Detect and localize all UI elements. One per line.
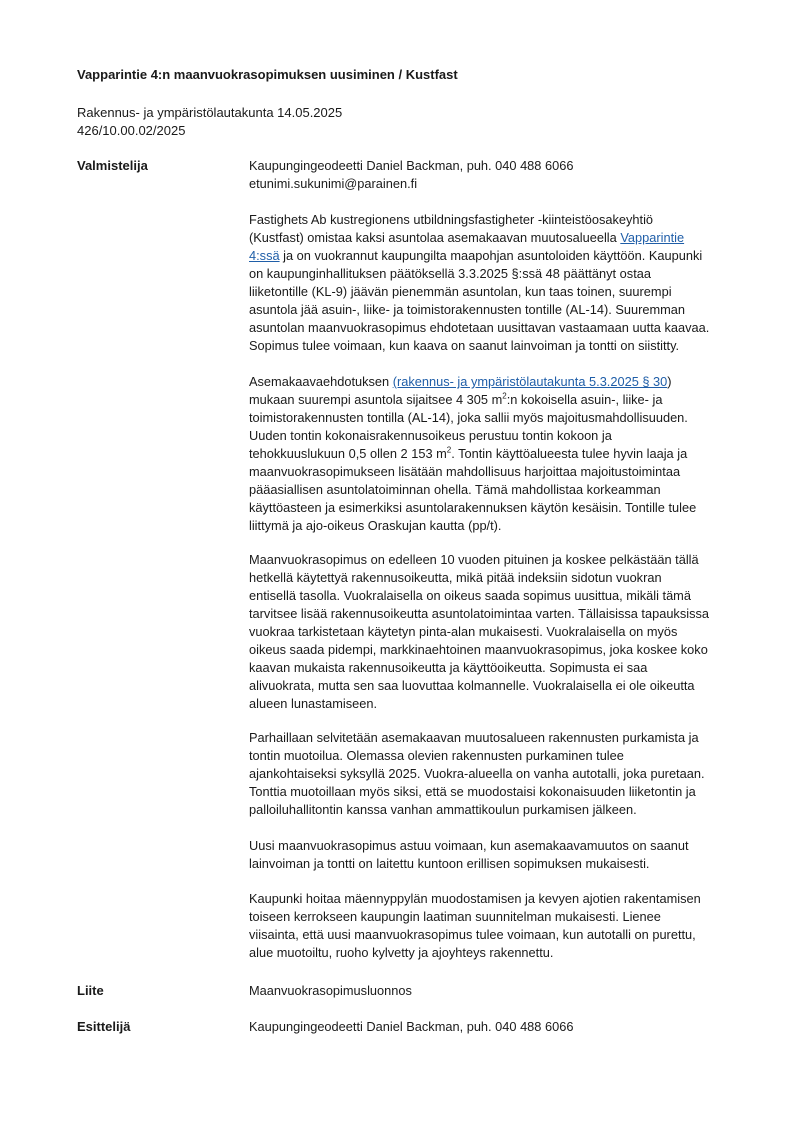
text-line: on kaupunginhallituksen päätöksellä 3.3.2025 §:ssä 48 päättänyt ostaa bbox=[249, 266, 651, 281]
text-line: Tonttia muotoillaan myös siksi, että se muodostaisi kokonaisuuden liiketontin ja bbox=[249, 784, 696, 799]
text-line bbox=[249, 247, 741, 265]
paragraph-demolition bbox=[249, 729, 741, 819]
preparer-label: Valmistelija bbox=[77, 158, 148, 173]
text-line: pääasiallisen asuntolatoiminnan ohella. Tämä mahdollistaa korkeamman bbox=[249, 482, 661, 497]
text-line: tarvitsee lisää rakennusoikeutta asuntolatoimintaa varten. Tällaisissa tapauksissa bbox=[249, 606, 709, 621]
paragraph-city-works bbox=[249, 890, 741, 962]
text-line: toiseen kerrokseen kaupungin laatiman suunnitelman mukaisesti. Lienee bbox=[249, 909, 661, 924]
preparer-name: Kaupungingeodeetti Daniel Backman, puh. 040 488 6066 bbox=[249, 158, 574, 173]
presenter-value bbox=[249, 1018, 741, 1036]
attachment-text: Maanvuokrasopimusluonnos bbox=[249, 983, 412, 998]
text-line: Uusi maanvuokrasopimus astuu voimaan, kun asemakaavamuutos on saanut bbox=[249, 838, 689, 853]
text-line: asuntola jää asuin-, liike- ja toimistorakennusten tontille (AL-14). Suuremman bbox=[249, 302, 686, 317]
text-line bbox=[249, 391, 741, 409]
text-line bbox=[249, 229, 741, 247]
text-line: Uuden tontin kokonaisrakennusoikeus perustuu tontin kokoon ja bbox=[249, 428, 612, 443]
presenter-label: Esittelijä bbox=[77, 1019, 131, 1034]
text-line: liittymä ja ajo-oikeus Oraskujan kautta (pp/t). bbox=[249, 518, 502, 533]
text-line: maanvuokrasopimukseen lisätään mahdollisuus harjoittaa majoitustoimintaa bbox=[249, 464, 681, 479]
text-line: toimistorakennusten tontilla (AL-14), joka sallii myös majoitusmahdollisuuden. bbox=[249, 410, 688, 425]
text-line: Fastighets Ab kustregionens utbildningsfastigheter -kiinteistöosakeyhtiö bbox=[249, 212, 654, 227]
reference-number: 426/10.00.02/2025 bbox=[77, 123, 186, 138]
preparer-email: etunimi.sukunimi@parainen.fi bbox=[249, 176, 418, 191]
text-line: liiketontille (KL-9) jäävän pienemmän asuntolan, kun taas toinen, suurempi bbox=[249, 284, 672, 299]
text-span: Asemakaavaehdotuksen bbox=[249, 374, 393, 389]
text-line: vuokraa tarkistetaan käytetyn pinta-alan mukaisesti. Vuokralaisella on myös bbox=[249, 624, 678, 639]
text-line: hetkellä käytettyä rakennusoikeutta, mikä pitää indeksiin sidotun vuokran bbox=[249, 570, 662, 585]
text-span: . Tontin käyttöalueesta tulee hyvin laaja ja bbox=[451, 446, 688, 461]
link-vapparintie-cont[interactable]: 4:ssä bbox=[249, 248, 280, 263]
paragraph-zoning bbox=[249, 373, 741, 535]
text-line: alue muotoiltu, ruoho kylvetty ja ajoyhteys rakennettu. bbox=[249, 945, 554, 960]
text-line: Maanvuokrasopimus on edelleen 10 vuoden pituinen ja koskee pelkästään tällä bbox=[249, 552, 699, 567]
paragraph-effective bbox=[249, 837, 741, 873]
text-line: Kaupunki hoitaa mäennyppylän muodostamisen ja kevyen ajotien rakentamisen bbox=[249, 891, 701, 906]
text-line: palloiluhallitontin kanssa vanhan ammattikoulun purkamisen jälkeen. bbox=[249, 802, 637, 817]
text-line: ajankohtaiseksi syksyllä 2025. Vuokra-alueella on vanha autotalli, joka puretaan. bbox=[249, 766, 705, 781]
paragraph-ownership bbox=[249, 211, 741, 355]
text-span: ja on vuokrannut kaupungilta maapohjan asuntoloiden käyttöön. Kaupunki bbox=[279, 248, 703, 263]
document-title: Vapparintie 4:n maanvuokrasopimuksen uusiminen / Kustfast bbox=[77, 67, 458, 82]
paragraph-lease-terms bbox=[249, 551, 741, 713]
document-meta bbox=[77, 104, 342, 140]
text-line: käyttöasteen ja esimerkiksi asuntolarakennuksen käytön kesäisin. Tontille tulee bbox=[249, 500, 697, 515]
text-line: oikeus saada pidempi, markkinaehtoinen maanvuokrasopimus, joka koskee koko bbox=[249, 642, 708, 657]
text-span: ) bbox=[667, 374, 672, 389]
text-line: tontin muotoilua. Olemassa olevien rakennusten purkaminen tulee bbox=[249, 748, 624, 763]
text-line bbox=[249, 373, 741, 391]
attachment-value bbox=[249, 982, 741, 1000]
text-line: alueen lunastamiseen. bbox=[249, 696, 378, 711]
text-line: viisainta, että uusi maanvuokrasopimus tulee voimaan, kun autotalli on purettu, bbox=[249, 927, 696, 942]
text-line: entisellä tasolla. Vuokralaisella on oikeus saada sopimus uusittua, mikäli tämä bbox=[249, 588, 691, 603]
text-line: asuntolan maanvuokrasopimus ehdotetaan uusittavan vastaamaan uutta kaavaa. bbox=[249, 320, 710, 335]
text-line: alivuokrata, mutta sen saa luovuttaa kolmannelle. Vuokralaisella ei ole oikeutta bbox=[249, 678, 695, 693]
link-vapparintie[interactable]: Vapparintie bbox=[620, 230, 685, 245]
text-line: Parhaillaan selvitetään asemakaavan muutosalueen rakennusten purkamista ja bbox=[249, 730, 699, 745]
link-board-decision[interactable]: (rakennus- ja ympäristölautakunta 5.3.2025 § 30 bbox=[392, 374, 668, 389]
text-line: Sopimus tulee voimaan, kun kaava on saanut lainvoiman ja tontti on siistitty. bbox=[249, 338, 680, 353]
attachment-label: Liite bbox=[77, 983, 104, 998]
text-line bbox=[249, 445, 741, 463]
presenter-text: Kaupungingeodeetti Daniel Backman, puh. 040 488 6066 bbox=[249, 1019, 574, 1034]
text-line: kaavan mukaista rakennusoikeutta ja käyttöoikeutta. Sopimusta ei saa bbox=[249, 660, 648, 675]
meeting-line: Rakennus- ja ympäristölautakunta 14.05.2025 bbox=[77, 105, 343, 120]
text-span: :n kokoisella asuin-, liike- ja bbox=[506, 392, 663, 407]
text-span: tehokkuuslukuun 0,5 ollen 2 153 m bbox=[249, 446, 447, 461]
preparer-info bbox=[249, 157, 741, 193]
superscript: 2 bbox=[502, 391, 507, 401]
text-span: (Kustfast) omistaa kaksi asuntolaa asemakaavan muutosalueella bbox=[249, 230, 621, 245]
superscript: 2 bbox=[446, 445, 452, 455]
text-span: mukaan suurempi asuntola sijaitsee 4 305 m bbox=[249, 392, 503, 407]
text-line: lainvoiman ja tontti on laitettu kuntoon erillisen sopimuksen mukaisesti. bbox=[249, 856, 650, 871]
